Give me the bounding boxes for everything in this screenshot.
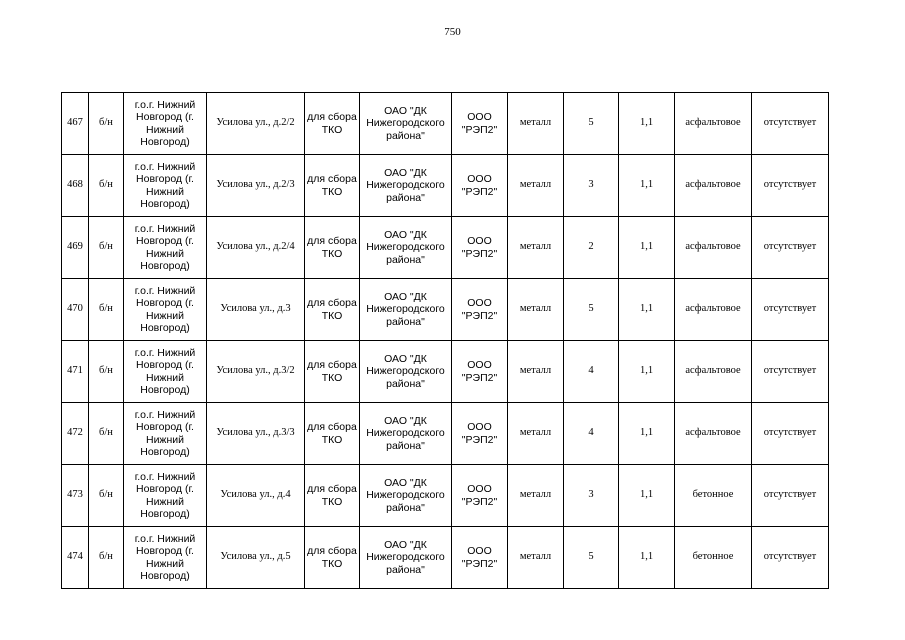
cell-id: б/н xyxy=(89,403,124,465)
page-number: 750 xyxy=(444,26,461,38)
cell-address: Усилова ул., д.3/3 xyxy=(207,403,305,465)
cell-operator: ООО "РЭП2" xyxy=(452,527,508,589)
cell-fence: отсутствует xyxy=(752,217,829,279)
cell-container-volume: 1,1 xyxy=(619,155,675,217)
cell-id: б/н xyxy=(89,279,124,341)
cell-number: 467 xyxy=(62,93,89,155)
cell-material: металл xyxy=(508,279,564,341)
cell-id: б/н xyxy=(89,527,124,589)
cell-surface: асфальтовое xyxy=(675,279,752,341)
cell-material: металл xyxy=(508,341,564,403)
cell-operator: ООО "РЭП2" xyxy=(452,403,508,465)
table-row xyxy=(62,217,829,279)
cell-owner: ОАО "ДК Нижегородского района" xyxy=(360,279,452,341)
cell-id: б/н xyxy=(89,155,124,217)
cell-id: б/н xyxy=(89,341,124,403)
cell-fence: отсутствует xyxy=(752,93,829,155)
cell-operator: ООО "РЭП2" xyxy=(452,93,508,155)
cell-surface: асфальтовое xyxy=(675,155,752,217)
table-row xyxy=(62,527,829,589)
cell-container-volume: 1,1 xyxy=(619,527,675,589)
cell-operator: ООО "РЭП2" xyxy=(452,155,508,217)
table-row xyxy=(62,93,829,155)
cell-fence: отсутствует xyxy=(752,465,829,527)
cell-purpose: для сбора ТКО xyxy=(305,93,360,155)
cell-container-count: 5 xyxy=(564,93,619,155)
cell-surface: асфальтовое xyxy=(675,403,752,465)
cell-address: Усилова ул., д.2/2 xyxy=(207,93,305,155)
cell-address: Усилова ул., д.2/3 xyxy=(207,155,305,217)
cell-number: 472 xyxy=(62,403,89,465)
cell-operator: ООО "РЭП2" xyxy=(452,341,508,403)
cell-purpose: для сбора ТКО xyxy=(305,527,360,589)
cell-owner: ОАО "ДК Нижегородского района" xyxy=(360,403,452,465)
cell-material: металл xyxy=(508,217,564,279)
cell-surface: асфальтовое xyxy=(675,217,752,279)
cell-id: б/н xyxy=(89,93,124,155)
cell-container-count: 2 xyxy=(564,217,619,279)
cell-owner: ОАО "ДК Нижегородского района" xyxy=(360,93,452,155)
cell-owner: ОАО "ДК Нижегородского района" xyxy=(360,527,452,589)
cell-purpose: для сбора ТКО xyxy=(305,155,360,217)
cell-container-count: 5 xyxy=(564,279,619,341)
cell-number: 470 xyxy=(62,279,89,341)
cell-owner: ОАО "ДК Нижегородского района" xyxy=(360,155,452,217)
cell-material: металл xyxy=(508,93,564,155)
cell-id: б/н xyxy=(89,465,124,527)
cell-material: металл xyxy=(508,527,564,589)
cell-material: металл xyxy=(508,403,564,465)
cell-container-volume: 1,1 xyxy=(619,217,675,279)
cell-fence: отсутствует xyxy=(752,155,829,217)
cell-container-volume: 1,1 xyxy=(619,279,675,341)
cell-container-count: 3 xyxy=(564,155,619,217)
waste-site-registry-table xyxy=(61,92,829,589)
cell-surface: бетонное xyxy=(675,465,752,527)
cell-number: 474 xyxy=(62,527,89,589)
cell-municipality: г.о.г. Нижний Новгород (г. Нижний Новгород) xyxy=(124,93,207,155)
cell-purpose: для сбора ТКО xyxy=(305,465,360,527)
cell-surface: асфальтовое xyxy=(675,341,752,403)
cell-municipality: г.о.г. Нижний Новгород (г. Нижний Новгород) xyxy=(124,217,207,279)
cell-fence: отсутствует xyxy=(752,403,829,465)
cell-container-volume: 1,1 xyxy=(619,403,675,465)
cell-address: Усилова ул., д.2/4 xyxy=(207,217,305,279)
cell-owner: ОАО "ДК Нижегородского района" xyxy=(360,217,452,279)
cell-id: б/н xyxy=(89,217,124,279)
cell-fence: отсутствует xyxy=(752,279,829,341)
cell-material: металл xyxy=(508,155,564,217)
cell-municipality: г.о.г. Нижний Новгород (г. Нижний Новгород) xyxy=(124,403,207,465)
cell-surface: асфальтовое xyxy=(675,93,752,155)
cell-operator: ООО "РЭП2" xyxy=(452,465,508,527)
cell-operator: ООО "РЭП2" xyxy=(452,279,508,341)
cell-municipality: г.о.г. Нижний Новгород (г. Нижний Новгород) xyxy=(124,155,207,217)
table-row xyxy=(62,403,829,465)
cell-fence: отсутствует xyxy=(752,341,829,403)
cell-container-count: 5 xyxy=(564,527,619,589)
cell-owner: ОАО "ДК Нижегородского района" xyxy=(360,341,452,403)
cell-owner: ОАО "ДК Нижегородского района" xyxy=(360,465,452,527)
table-row xyxy=(62,341,829,403)
cell-municipality: г.о.г. Нижний Новгород (г. Нижний Новгород) xyxy=(124,527,207,589)
cell-operator: ООО "РЭП2" xyxy=(452,217,508,279)
cell-container-count: 3 xyxy=(564,465,619,527)
cell-municipality: г.о.г. Нижний Новгород (г. Нижний Новгород) xyxy=(124,465,207,527)
cell-material: металл xyxy=(508,465,564,527)
cell-number: 471 xyxy=(62,341,89,403)
cell-purpose: для сбора ТКО xyxy=(305,403,360,465)
cell-address: Усилова ул., д.4 xyxy=(207,465,305,527)
cell-container-count: 4 xyxy=(564,341,619,403)
cell-purpose: для сбора ТКО xyxy=(305,279,360,341)
cell-address: Усилова ул., д.3 xyxy=(207,279,305,341)
cell-container-count: 4 xyxy=(564,403,619,465)
cell-number: 473 xyxy=(62,465,89,527)
cell-address: Усилова ул., д.3/2 xyxy=(207,341,305,403)
cell-fence: отсутствует xyxy=(752,527,829,589)
cell-container-volume: 1,1 xyxy=(619,93,675,155)
cell-address: Усилова ул., д.5 xyxy=(207,527,305,589)
cell-number: 468 xyxy=(62,155,89,217)
cell-number: 469 xyxy=(62,217,89,279)
table-row xyxy=(62,465,829,527)
cell-purpose: для сбора ТКО xyxy=(305,217,360,279)
cell-container-volume: 1,1 xyxy=(619,341,675,403)
cell-surface: бетонное xyxy=(675,527,752,589)
table-row xyxy=(62,279,829,341)
cell-container-volume: 1,1 xyxy=(619,465,675,527)
table-row xyxy=(62,155,829,217)
cell-municipality: г.о.г. Нижний Новгород (г. Нижний Новгород) xyxy=(124,279,207,341)
cell-purpose: для сбора ТКО xyxy=(305,341,360,403)
cell-municipality: г.о.г. Нижний Новгород (г. Нижний Новгород) xyxy=(124,341,207,403)
